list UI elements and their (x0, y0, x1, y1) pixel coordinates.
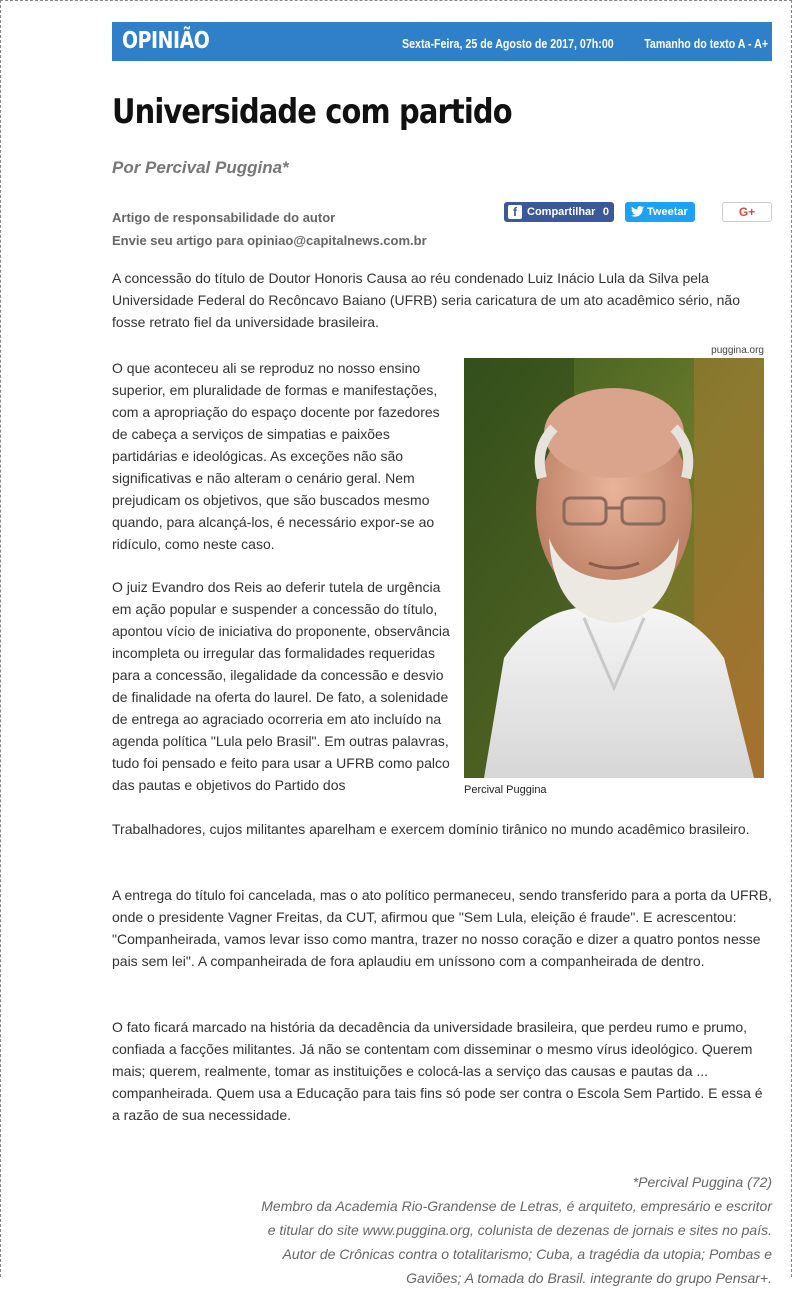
author-bio-line: e titular do site www.puggina.org, colunista de dezenas de jornais e sites no país. (267, 1222, 772, 1238)
text-size-controls (644, 36, 768, 51)
article-byline: Por Percival Puggina* (112, 158, 289, 177)
article-paragraph-5: O fato ficará marcado na história da decadência da universidade brasileira, que perdeu rumo e prumo, confiada a facções militantes. Já não se contentam com disseminar o mesmo vírus ideológico. Querem mais; querem, realmente, tomar as instituições e colocá-las a serviço das causas e pautas da ... companheirada. Quem usa a Educação para tais fins só pode ser contra o Escola Sem Partido. E essa é a razão de sua necessidade. (112, 1019, 763, 1123)
photo-credit: puggina.org (711, 345, 764, 356)
author-portrait-image (464, 358, 764, 778)
author-bio-line: Gaviões; A tomada do Brasil. integrante do grupo Pensar+. (406, 1270, 772, 1286)
text-size-label: Tamanho do texto (644, 36, 736, 51)
text-size-decrease-button[interactable]: A - (737, 36, 752, 51)
article-paragraph-1: A concessão do título de Doutor Honoris Causa ao réu condenado Luiz Inácio Lula da Silva pela Universidade Federal do Recôncavo Baiano (UFRB) seria caricatura de um ato acadêmico sério, não fosse retrato fiel da universidade brasileira. (112, 270, 740, 330)
twitter-tweet-label: Tweetar (647, 206, 688, 218)
facebook-share-label: Compartilhar (527, 206, 596, 218)
author-photo (464, 358, 764, 778)
section-header-bar (112, 22, 772, 61)
facebook-share-count: 0 (602, 206, 609, 218)
article-paragraph-2: O que aconteceu ali se reproduz no nosso ensino superior, em pluralidade de formas e manifestações, com a apropriação do espaço docente por fazedores de cabeça a serviços de simpatias e paixões partidárias e ideológicas. As exceções não são significativas e não alteram o cenário geral. Nem prejudicam os objetivos, que são buscados mesmo quando, para alcançá-los, é necessário expor-se ao ridículo, como neste caso. (112, 360, 440, 552)
publish-date: Sexta-Feira, 25 de Agosto de 2017, 07h:00 (402, 36, 614, 51)
author-bio-line: Autor de Crônicas contra o totalitarismo; Cuba, a tragédia da utopia; Pombas e (282, 1246, 772, 1262)
page-border-top (0, 0, 792, 1)
article-paragraph-4: A entrega do título foi cancelada, mas o ato político permaneceu, sendo transferido para a porta da UFRB, onde o presidente Vagner Freitas, da CUT, afirmou que "Sem Lula, eleição é fraude". E acrescentou: "Companheirada, vamos levar isso como mantra, trazer no nosso coração e dizer a quatro pontos nesse pais sem lei". A companheirada de fora aplaudiu em uníssono com a companheirada de dentro. (112, 887, 772, 969)
twitter-tweet-button[interactable] (625, 202, 695, 222)
text-size-increase-button[interactable]: A+ (754, 36, 768, 51)
disclaimer-submit-email: Envie seu artigo para opiniao@capitalnews.com.br (112, 233, 427, 248)
facebook-share-button[interactable] (504, 202, 614, 222)
disclaimer-responsibility: Artigo de responsabilidade do autor (112, 210, 336, 225)
author-bio-line: Membro da Academia Rio-Grandense de Letras, é arquiteto, empresário e escritor (261, 1198, 772, 1214)
article-paragraph-3: O juiz Evandro dos Reis ao deferir tutela de urgência em ação popular e suspender a concessão do título, apontou vício de iniciativa do proponente, observância incompleta ou irregular das formalidades requeridas para a concessão, ilegalidade da concessão e desvio de finalidade na oferta do laurel. De fato, a solenidade de entrega ao agraciado ocorreria em ato incluído na agenda política "Lula pelo Brasil". Em outras palavras, tudo foi pensado e feito para usar a UFRB como palco das pautas e objetivos do Partido dos (112, 579, 450, 793)
page-border-left (0, 0, 1, 1277)
google-plus-share-button[interactable]: G+ (722, 202, 772, 222)
twitter-bird-icon (631, 206, 644, 217)
facebook-icon: f (508, 205, 522, 219)
author-disclaimer (112, 206, 427, 252)
section-title: OPINIÃO (122, 28, 210, 54)
author-bio-note (200, 1170, 772, 1290)
photo-caption: Percival Puggina (464, 784, 547, 796)
author-bio-line: *Percival Puggina (72) (632, 1174, 772, 1190)
article-headline: Universidade com partido (112, 92, 512, 132)
article-paragraph-3-continued: Trabalhadores, cujos militantes aparelham e exercem domínio tirânico no mundo acadêmico brasileiro. (112, 821, 750, 837)
